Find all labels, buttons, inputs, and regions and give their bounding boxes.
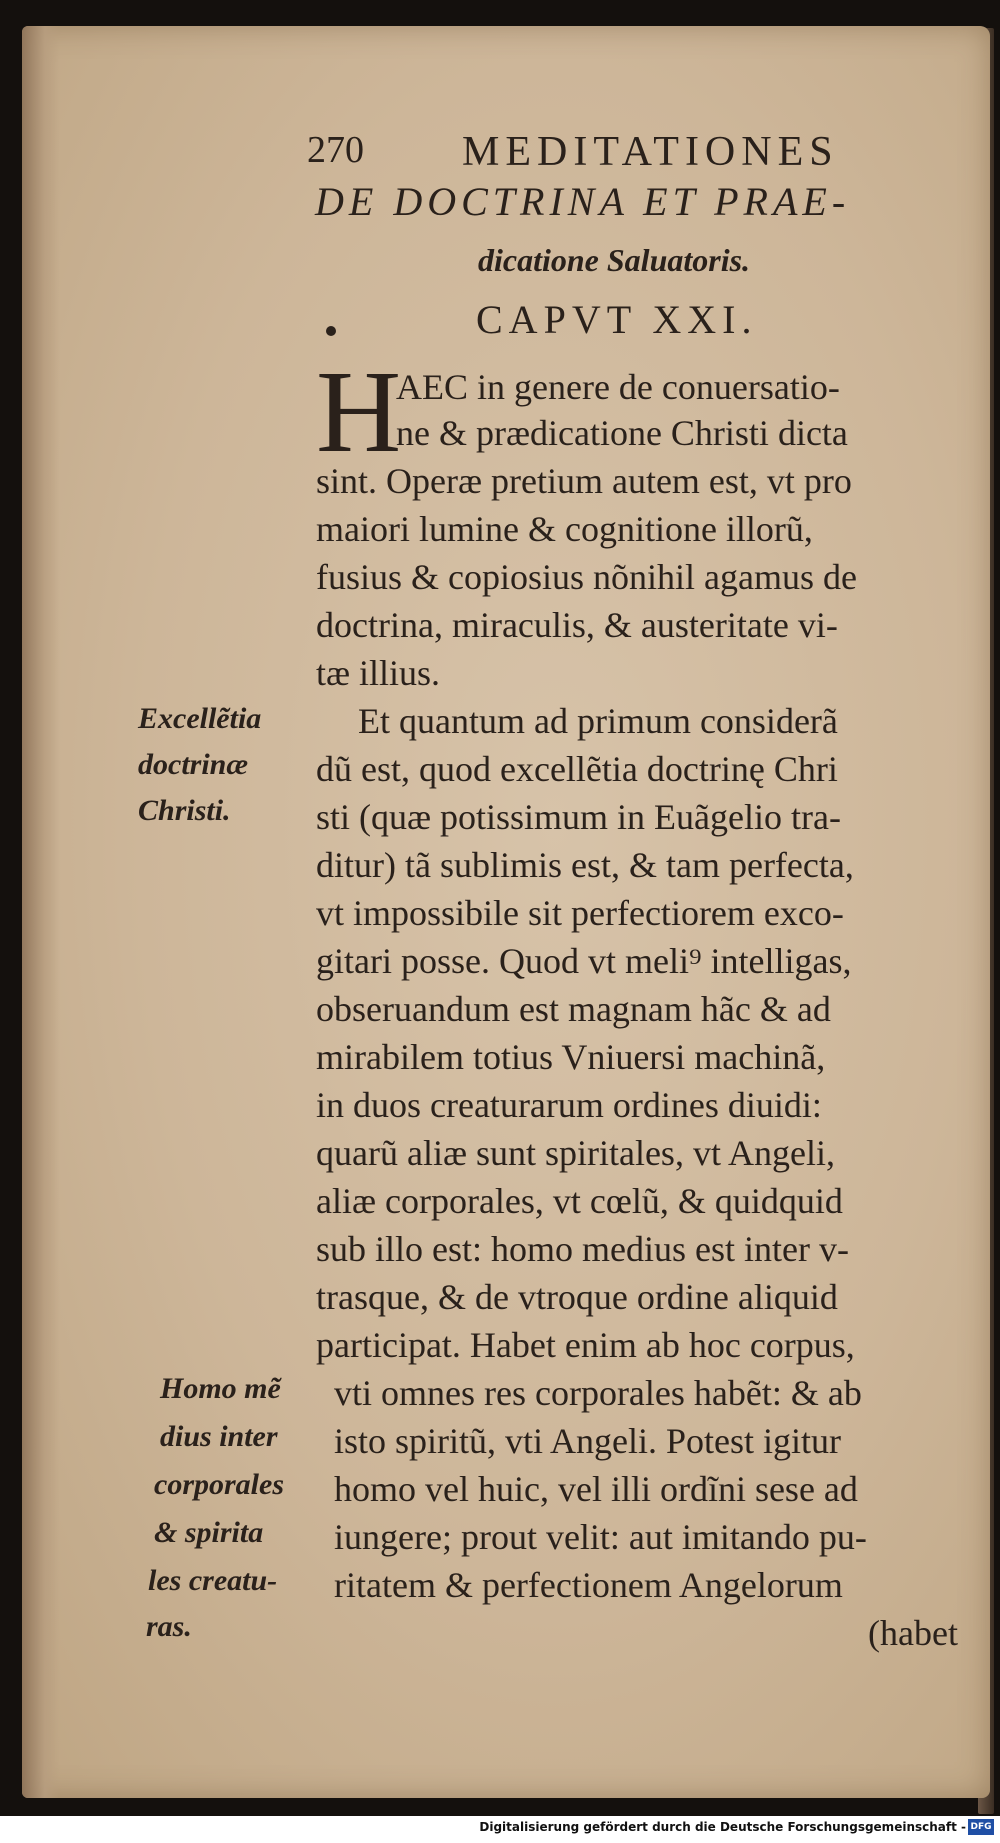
text-line: Et quantum ad primum considerã [358,701,838,741]
text-line: maiori lumine & cognitione illorũ, [316,509,813,549]
margin-note-line: dius inter [160,1420,278,1453]
text-line: aliæ corporales, vt cœlũ, & quidquid [316,1181,843,1221]
text-line: vt impossibile sit perfectiorem exco- [316,893,844,933]
text-line: sint. Operæ pretium autem est, vt pro [316,461,852,501]
running-title: MEDITATIONES [462,129,839,175]
text-line: doctrina, miraculis, & austeritate vi- [316,605,838,645]
margin-note-line: doctrinæ [138,748,249,781]
text-line: quarũ aliæ sunt spiritales, vt Angeli, [316,1133,835,1173]
text-line: isto spiritũ, vti Angeli. Potest igitur [334,1421,842,1461]
page-gutter [22,26,60,1798]
chapter-heading: CAPVT XXI. [476,297,758,342]
text-line: fusius & copiosius nõnihil agamus de [316,557,857,597]
drop-cap: H [316,346,402,477]
margin-note-line: les creatu- [148,1564,278,1597]
text-line: homo vel huic, vel illi ordĩni sese ad [334,1469,858,1509]
text-line: ne & prædicatione Christi dicta [396,413,848,453]
text-line: participat. Habet enim ab hoc corpus, [316,1325,855,1365]
text-line: obseruandum est magnam hãc & ad [316,989,831,1029]
text-line: sub illo est: homo medius est inter v- [316,1229,849,1269]
catchword: (habet [868,1613,958,1653]
text-line: ritatem & perfectionem Angelorum [334,1565,843,1605]
text-line: AEC in genere de conuersatio- [396,367,840,407]
dfg-logo: DFG [968,1819,994,1835]
footer-credit: Digitalisierung gefördert durch die Deutsche Forschungsgemeinschaft - [479,1820,966,1834]
text-line: ditur) tã sublimis est, & tam perfecta, [316,845,854,885]
margin-note-line: Excellẽtia [138,702,262,735]
text-line: gitari posse. Quod vt meli⁹ intelligas, [316,941,852,981]
text-line: mirabilem totius Vniuersi machinã, [316,1037,826,1077]
text-line: in duos creaturarum ordines diuidi: [316,1085,822,1125]
margin-note-line: & spirita [154,1516,264,1549]
text-line: trasque, & de vtroque ordine aliquid [316,1277,838,1317]
margin-note-line: corporales [154,1468,284,1501]
page-number: 270 [307,129,364,171]
text-line: dũ est, quod excellẽtia doctrinę Chri [316,749,838,789]
margin-note-line: Homo mẽ [160,1372,281,1405]
margin-note-line: Christi. [138,794,231,827]
digitization-footer [0,1816,1000,1843]
text-line: tæ illius. [316,653,441,693]
text-line: sti (quæ potissimum in Euãgelio tra- [316,797,841,837]
chapter-title-line-2: dicatione Saluatoris. [478,242,751,278]
text-line: vti omnes res corporales habẽt: & ab [334,1373,862,1413]
margin-note-line: ras. [146,1610,192,1643]
chapter-title-line-1: DE DOCTRINA ET PRAE- [315,179,851,224]
bullet-mark [326,326,336,336]
text-line: iungere; prout velit: aut imitando pu- [334,1517,867,1557]
